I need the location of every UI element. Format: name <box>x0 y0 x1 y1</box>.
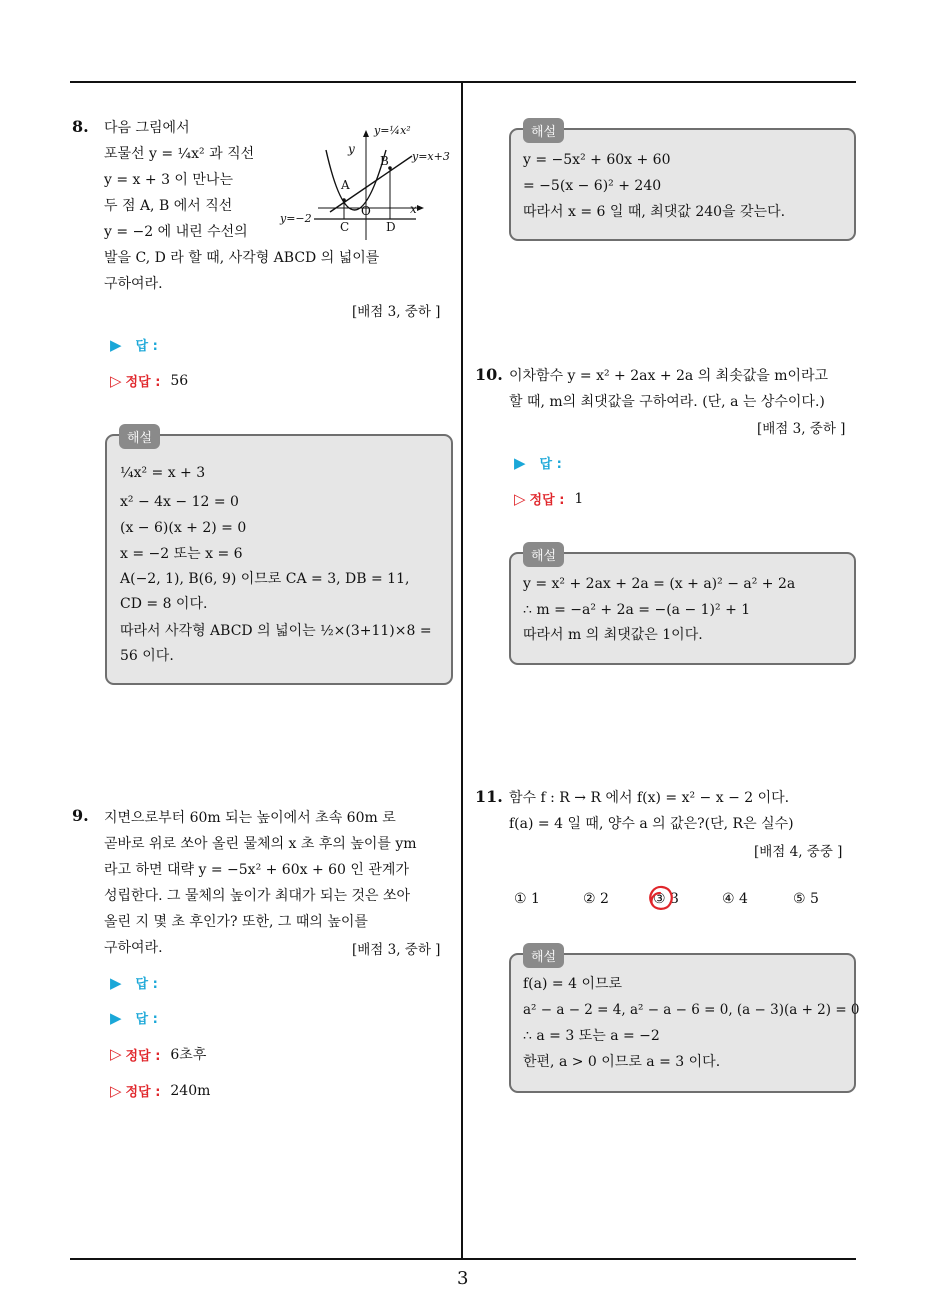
question-11-number: 11. <box>475 787 503 806</box>
play-icon: ▶ <box>110 973 122 992</box>
figure-y-label: y <box>348 142 355 156</box>
open-triangle-icon: ▷ <box>110 1045 122 1063</box>
q8-solution-line-7: 따라서 사각형 ABCD 의 넓이는 ½×(3+11)×8 = <box>120 623 432 639</box>
q9-answer-label-2: 답 : <box>135 1012 158 1027</box>
q10-answer-label: 답 : <box>539 457 562 472</box>
q8-answer-label: 답 : <box>135 339 158 354</box>
figure-a-label: A <box>341 178 350 192</box>
q11-solution-line-1: f(a) = 4 이므로 <box>523 976 623 992</box>
question-9-number: 9. <box>72 806 89 825</box>
q8-solution-line-3: (x − 6)(x + 2) = 0 <box>120 520 247 536</box>
q9-correct-row-2 <box>110 1081 210 1100</box>
q8-line-3: y = x + 3 이 만나는 <box>104 172 233 188</box>
q10-points: [배점 3, 중하 ] <box>757 421 846 437</box>
play-icon: ▶ <box>110 335 122 354</box>
q9-solution-line-1: y = −5x² + 60x + 60 <box>523 152 671 168</box>
bottom-rule <box>70 1258 856 1260</box>
figure-hline-label: y=−2 <box>280 212 312 225</box>
q11-choice-2[interactable]: ② 2 <box>583 891 609 907</box>
q9-line-4: 성립한다. 그 물체의 높이가 최대가 되는 것은 쏘아 <box>104 888 411 904</box>
q8-correct-row <box>110 371 188 390</box>
q8-line-4: 두 점 A, B 에서 직선 <box>104 198 233 214</box>
figure-y-arrow <box>363 130 369 137</box>
column-divider <box>461 83 463 1259</box>
q11-choice-4[interactable]: ④ 4 <box>722 891 748 907</box>
q11-choice-3[interactable]: ③ 3 <box>653 891 679 907</box>
figure-line-label: y=x+3 <box>412 150 450 163</box>
q9-solution-tag: 해설 <box>523 118 564 143</box>
q11-line-2: f(a) = 4 일 때, 양수 a 의 값은?(단, R은 실수) <box>509 816 794 832</box>
q9-correct-label-2: 정답 : <box>125 1085 161 1100</box>
q8-line-5: y = −2 에 내린 수선의 <box>104 224 248 240</box>
q8-correct-label: 정답 : <box>125 375 161 390</box>
q10-solution-tag: 해설 <box>523 542 564 567</box>
q9-line-2: 곧바로 위로 쏘아 올린 물체의 x 초 후의 높이를 ym <box>104 836 417 852</box>
open-triangle-icon: ▷ <box>110 371 122 390</box>
question-10-number: 10. <box>475 365 503 384</box>
q9-answer-row-1[interactable] <box>110 973 158 992</box>
q10-solution-line-1: y = x² + 2ax + 2a = (x + a)² − a² + 2a <box>523 576 796 592</box>
q8-solution-line-4: x = −2 또는 x = 6 <box>120 546 243 562</box>
q9-correct-value-2: 240m <box>170 1082 211 1099</box>
q11-solution-tag: 해설 <box>523 943 564 968</box>
q11-points: [배점 4, 중중 ] <box>754 844 843 860</box>
q8-solution-line-2: x² − 4x − 12 = 0 <box>120 494 239 510</box>
play-icon: ▶ <box>110 1008 122 1027</box>
q8-solution-tag: 해설 <box>119 424 160 449</box>
q9-answer-row-2[interactable] <box>110 1008 158 1027</box>
q8-points: [배점 3, 중하 ] <box>352 304 441 320</box>
q10-solution-line-2: ∴ m = −a² + 2a = −(a − 1)² + 1 <box>523 602 751 618</box>
q10-correct-row <box>514 489 583 508</box>
top-rule <box>70 81 856 83</box>
q11-choice-1[interactable]: ① 1 <box>514 891 540 907</box>
q8-solution-line-5: A(−2, 1), B(6, 9) 이므로 CA = 3, DB = 11, <box>120 571 410 587</box>
q8-line-1: 다음 그림에서 <box>104 120 190 136</box>
figure-c-label: C <box>340 220 350 234</box>
q8-line-6: 발을 C, D 라 할 때, 사각형 ABCD 의 넓이를 <box>104 250 380 266</box>
q9-line-3: 라고 하면 대략 y = −5x² + 60x + 60 인 관계가 <box>104 862 409 878</box>
q9-line-6: 구하여라. <box>104 940 163 956</box>
q9-correct-label-1: 정답 : <box>125 1048 161 1064</box>
q9-correct-value-1: 6초후 <box>170 1047 207 1063</box>
page-number: 3 <box>457 1268 469 1289</box>
open-triangle-icon: ▷ <box>514 489 526 508</box>
question-8-number: 8. <box>72 117 89 136</box>
q9-points: [배점 3, 중하 ] <box>352 942 441 958</box>
q9-answer-label-1: 답 : <box>135 977 158 992</box>
figure-d-label: D <box>386 220 396 234</box>
q9-line-5: 올린 지 몇 초 후인가? 또한, 그 때의 높이를 <box>104 914 368 930</box>
figure-x-label: x <box>410 202 417 216</box>
q10-correct-value: 1 <box>574 490 584 507</box>
q8-correct-value: 56 <box>170 372 189 389</box>
q11-solution-line-4: 한편, a > 0 이므로 a = 3 이다. <box>523 1054 721 1070</box>
q8-solution-line-1: ¼x² = x + 3 <box>120 465 206 481</box>
selected-choice-circle-icon <box>646 883 676 913</box>
q8-solution-line-8: 56 이다. <box>120 648 174 664</box>
figure-origin-label: O <box>361 204 371 218</box>
play-icon: ▶ <box>514 453 526 472</box>
q10-solution-line-3: 따라서 m 의 최댓값은 1이다. <box>523 627 703 643</box>
q8-line-7: 구하여라. <box>104 276 163 292</box>
figure-b-label: B <box>380 154 389 168</box>
q8-solution-line-6: CD = 8 이다. <box>120 596 208 612</box>
q10-answer-row[interactable] <box>514 453 562 472</box>
q11-solution-line-3: ∴ a = 3 또는 a = −2 <box>523 1028 660 1044</box>
figure-curve-label: y=¼x² <box>374 124 411 137</box>
q10-correct-label: 정답 : <box>529 493 565 508</box>
q8-line-2: 포물선 y = ¼x² 과 직선 <box>104 146 255 162</box>
open-triangle-icon: ▷ <box>110 1081 122 1100</box>
q9-correct-row-1 <box>110 1044 206 1064</box>
q8-answer-row[interactable] <box>110 335 158 354</box>
figure-x-arrow <box>417 205 424 211</box>
q10-line-1: 이차함수 y = x² + 2ax + 2a 의 최솟값을 m이라고 <box>509 368 829 384</box>
q11-solution-line-2: a² − a − 2 = 4, a² − a − 6 = 0, (a − 3)(a + 2) = 0 <box>523 1002 860 1018</box>
q10-line-2: 할 때, m의 최댓값을 구하여라. (단, a 는 상수이다.) <box>509 394 825 410</box>
q9-line-1: 지면으로부터 60m 되는 높이에서 초속 60m 로 <box>104 810 396 826</box>
q11-line-1: 함수 f : R → R 에서 f(x) = x² − x − 2 이다. <box>509 790 790 806</box>
figure-point-a <box>342 198 346 202</box>
q11-choice-5[interactable]: ⑤ 5 <box>793 891 819 907</box>
q9-solution-line-2: = −5(x − 6)² + 240 <box>523 178 662 194</box>
q9-solution-line-3: 따라서 x = 6 일 때, 최댓값 240을 갖는다. <box>523 204 786 220</box>
